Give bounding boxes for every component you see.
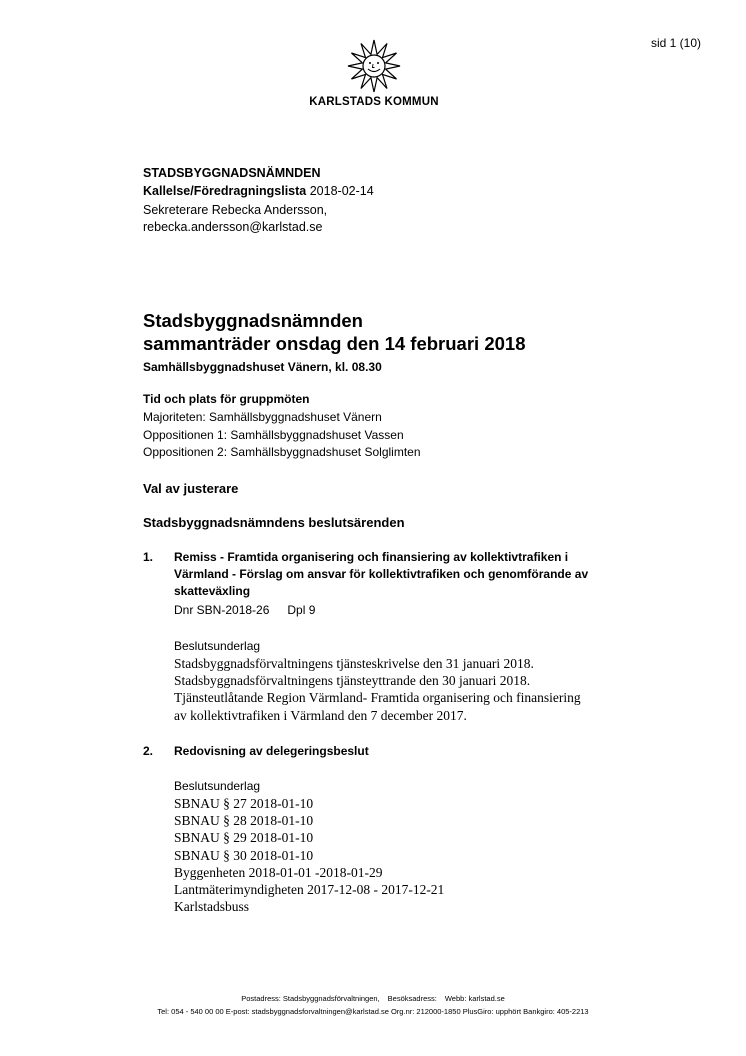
- footer-webb[interactable]: Webb: karlstad.se: [444, 994, 505, 1003]
- sun-logo-icon: [346, 38, 402, 94]
- underlag-line: Byggenheten 2018-01-01 -2018-01-29: [174, 864, 383, 880]
- item-title: Remiss - Framtida organisering och finansiering av kollektivtrafiken i Värmland - Förslag om ansvar för kollektivtrafiken och genomförande av skatteväxling: [174, 550, 589, 598]
- dpl-value: Dpl 9: [287, 603, 316, 617]
- header-secretary: Sekreterare Rebecka Andersson,: [143, 203, 328, 217]
- underlag-heading: Beslutsunderlag: [174, 779, 261, 793]
- header-org: STADSBYGGNADSNÄMNDEN: [143, 166, 321, 180]
- doc-date: 2018-02-14: [309, 184, 374, 198]
- val-av-justerare: Val av justerare: [143, 481, 239, 496]
- page-number: sid 1 (10): [651, 36, 702, 50]
- item-number: 2.: [143, 744, 154, 758]
- underlag-line: SBNAU § 28 2018-01-10: [174, 813, 314, 829]
- underlag-line: Lantmäterimyndigheten 2017-12-08 - 2017-12-21: [174, 882, 445, 898]
- header-email[interactable]: rebecka.andersson@karlstad.se: [143, 220, 323, 234]
- meeting-location: Samhällsbyggnadshuset Vänern, kl. 08.30: [143, 360, 382, 374]
- underlag-list: [174, 795, 614, 915]
- title-line-1: Stadsbyggnadsnämnden: [143, 310, 363, 331]
- item-title: Redovisning av delegeringsbeslut: [174, 744, 369, 758]
- underlag-line: Karlstadsbuss: [174, 899, 249, 915]
- underlag-list: [174, 655, 614, 724]
- group-meeting-line: Oppositionen 2: Samhällsbyggnadshuset Solglimten: [143, 445, 421, 459]
- group-meeting-line: Oppositionen 1: Samhällsbyggnadshuset Vassen: [143, 427, 404, 442]
- group-meetings-list: [143, 409, 421, 462]
- item-number: 1.: [143, 550, 154, 564]
- logo: [300, 38, 448, 108]
- doc-type: Kallelse/Föredragningslista: [143, 184, 307, 198]
- footer-besoksadress: Besöksadress:: [387, 994, 437, 1003]
- underlag-heading: Beslutsunderlag: [174, 639, 261, 653]
- underlag-line: Stadsbyggnadsförvaltningens tjänsteyttrande den 30 januari 2018.: [174, 673, 531, 689]
- beslut-heading: Stadsbyggnadsnämndens beslutsärenden: [143, 515, 405, 530]
- underlag-line: SBNAU § 27 2018-01-10: [174, 796, 314, 811]
- footer-line-2: Tel: 054 - 540 00 00 E-post: stadsbyggnadsforvaltningen@karlstad.se Org.nr: 212000-1850 PlusGiro: upphört Bankgiro: 405-2213: [157, 1007, 589, 1016]
- underlag-line: SBNAU § 30 2018-01-10: [174, 847, 314, 863]
- item-dnr: [174, 603, 315, 617]
- header-doc-type: [143, 184, 374, 198]
- footer-line-1: [0, 994, 746, 1003]
- group-meeting-line: Majoriteten: Samhällsbyggnadshuset Vänern: [143, 410, 382, 424]
- group-meetings-heading: Tid och plats för gruppmöten: [143, 392, 310, 406]
- dnr-value: Dnr SBN-2018-26: [174, 603, 270, 617]
- title-line-2: sammanträder onsdag den 14 februari 2018: [143, 333, 526, 354]
- logo-text: KARLSTADS KOMMUN: [309, 96, 439, 108]
- footer-postadress: Postadress: Stadsbyggnadsförvaltningen,: [241, 994, 380, 1003]
- underlag-line: SBNAU § 29 2018-01-10: [174, 830, 314, 846]
- underlag-line: Stadsbyggnadsförvaltningens tjänsteskrivelse den 31 januari 2018.: [174, 656, 534, 671]
- underlag-line: Tjänsteutlåtande Region Värmland- Framtida organisering och finansiering: [174, 690, 581, 706]
- underlag-line: av kollektivtrafiken i Värmland den 7 december 2017.: [174, 707, 467, 723]
